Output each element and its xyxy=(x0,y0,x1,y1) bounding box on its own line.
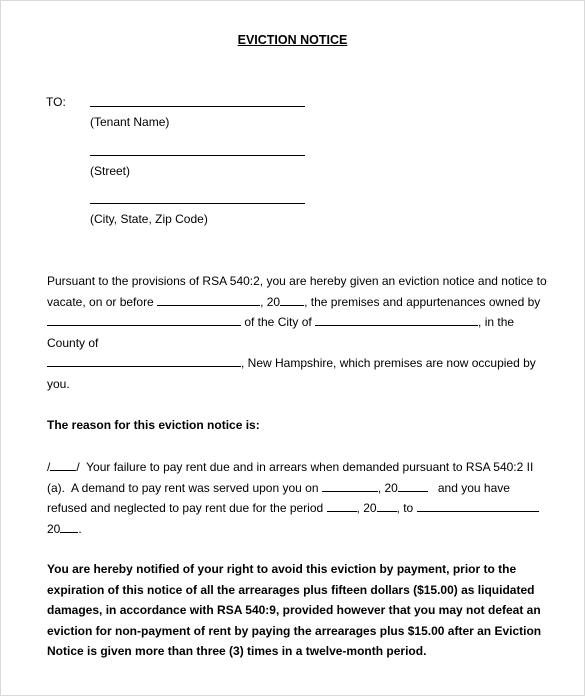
text-segment: , the premises and appurtenances owned by xyxy=(304,294,541,309)
period-end-blank xyxy=(417,499,539,512)
text-segment: / xyxy=(47,460,51,474)
text-segment: , New Hampshire, which premises are now occupied by xyxy=(241,356,536,371)
county-blank xyxy=(47,354,241,367)
pursuant-line-4 xyxy=(47,333,547,354)
text-segment: , to xyxy=(396,501,417,516)
demand-year-blank xyxy=(398,479,428,492)
period-end-year-blank xyxy=(60,520,78,533)
reason-paragraph xyxy=(47,457,547,539)
notice-line-4: eviction for non-payment of rent by paying the arrearages plus $15.00 after an Eviction xyxy=(47,623,542,638)
text-segment: 20 xyxy=(47,521,61,536)
text-segment: , 20 xyxy=(377,480,398,495)
text-segment: County of xyxy=(47,335,99,350)
text-segment: Pursuant to the provisions of RSA 540:2, you are hereby given an eviction notice and notice to xyxy=(47,274,547,288)
text-segment: and you have xyxy=(427,480,510,495)
text-segment: refused and neglected to pay rent due for the period xyxy=(47,501,327,516)
notice-line-1: You are hereby notified of your right to avoid this eviction by payment, prior to the xyxy=(47,562,517,576)
reason-line-1 xyxy=(47,457,547,478)
text-segment: , 20 xyxy=(260,294,281,309)
reason-line-3 xyxy=(47,498,547,519)
pursuant-line-1 xyxy=(47,271,547,292)
text-segment: of the City of xyxy=(241,315,316,330)
owner-blank xyxy=(47,313,241,326)
tenant-name-caption: (Tenant Name) xyxy=(90,115,170,129)
city-blank xyxy=(315,313,478,326)
text-segment: vacate, on or before xyxy=(47,294,158,309)
street-caption: (Street) xyxy=(90,164,131,178)
city-caption: (City, State, Zip Code) xyxy=(90,212,208,226)
text-segment: , 20 xyxy=(356,501,377,516)
notice-line-2: expiration of this notice of all the arrearages plus fifteen dollars ($15.00) as liquidated xyxy=(47,582,535,597)
notice-line-5: Notice is given more than three (3) times in a twelve-month period. xyxy=(47,644,427,659)
tenant-name-line xyxy=(90,106,305,107)
pursuant-line-3 xyxy=(47,312,547,333)
reason-line-4 xyxy=(47,519,547,540)
period-start-year-blank xyxy=(377,499,397,512)
city-line xyxy=(90,203,305,204)
checkbox-blank xyxy=(50,458,76,471)
pursuant-line-5 xyxy=(47,353,547,374)
reason-heading: The reason for this eviction notice is: xyxy=(47,418,260,432)
reason-line-2 xyxy=(47,478,547,499)
notice-paragraph xyxy=(47,559,547,662)
vacate-year-blank xyxy=(280,293,304,306)
text-segment: , in the xyxy=(478,315,515,330)
period-start-blank xyxy=(327,499,357,512)
demand-date-blank xyxy=(322,479,378,492)
document-title: EVICTION NOTICE xyxy=(237,33,348,47)
pursuant-line-2 xyxy=(47,292,547,313)
pursuant-paragraph xyxy=(47,271,547,395)
text-segment: / Your failure to pay rent due and in arrears when demanded pursuant to RSA 540:2 II xyxy=(76,460,534,474)
to-label: TO: xyxy=(46,95,66,109)
pursuant-line-6 xyxy=(47,374,547,395)
vacate-date-blank xyxy=(157,293,260,306)
text-segment: you. xyxy=(47,376,70,391)
text-segment: . xyxy=(78,521,82,536)
text-segment: (a). A demand to pay rent was served upon you on xyxy=(47,480,322,495)
street-line xyxy=(90,155,305,156)
notice-line-3: damages, in accordance with RSA 540:9, provided however that you may not defeat an xyxy=(47,603,541,618)
